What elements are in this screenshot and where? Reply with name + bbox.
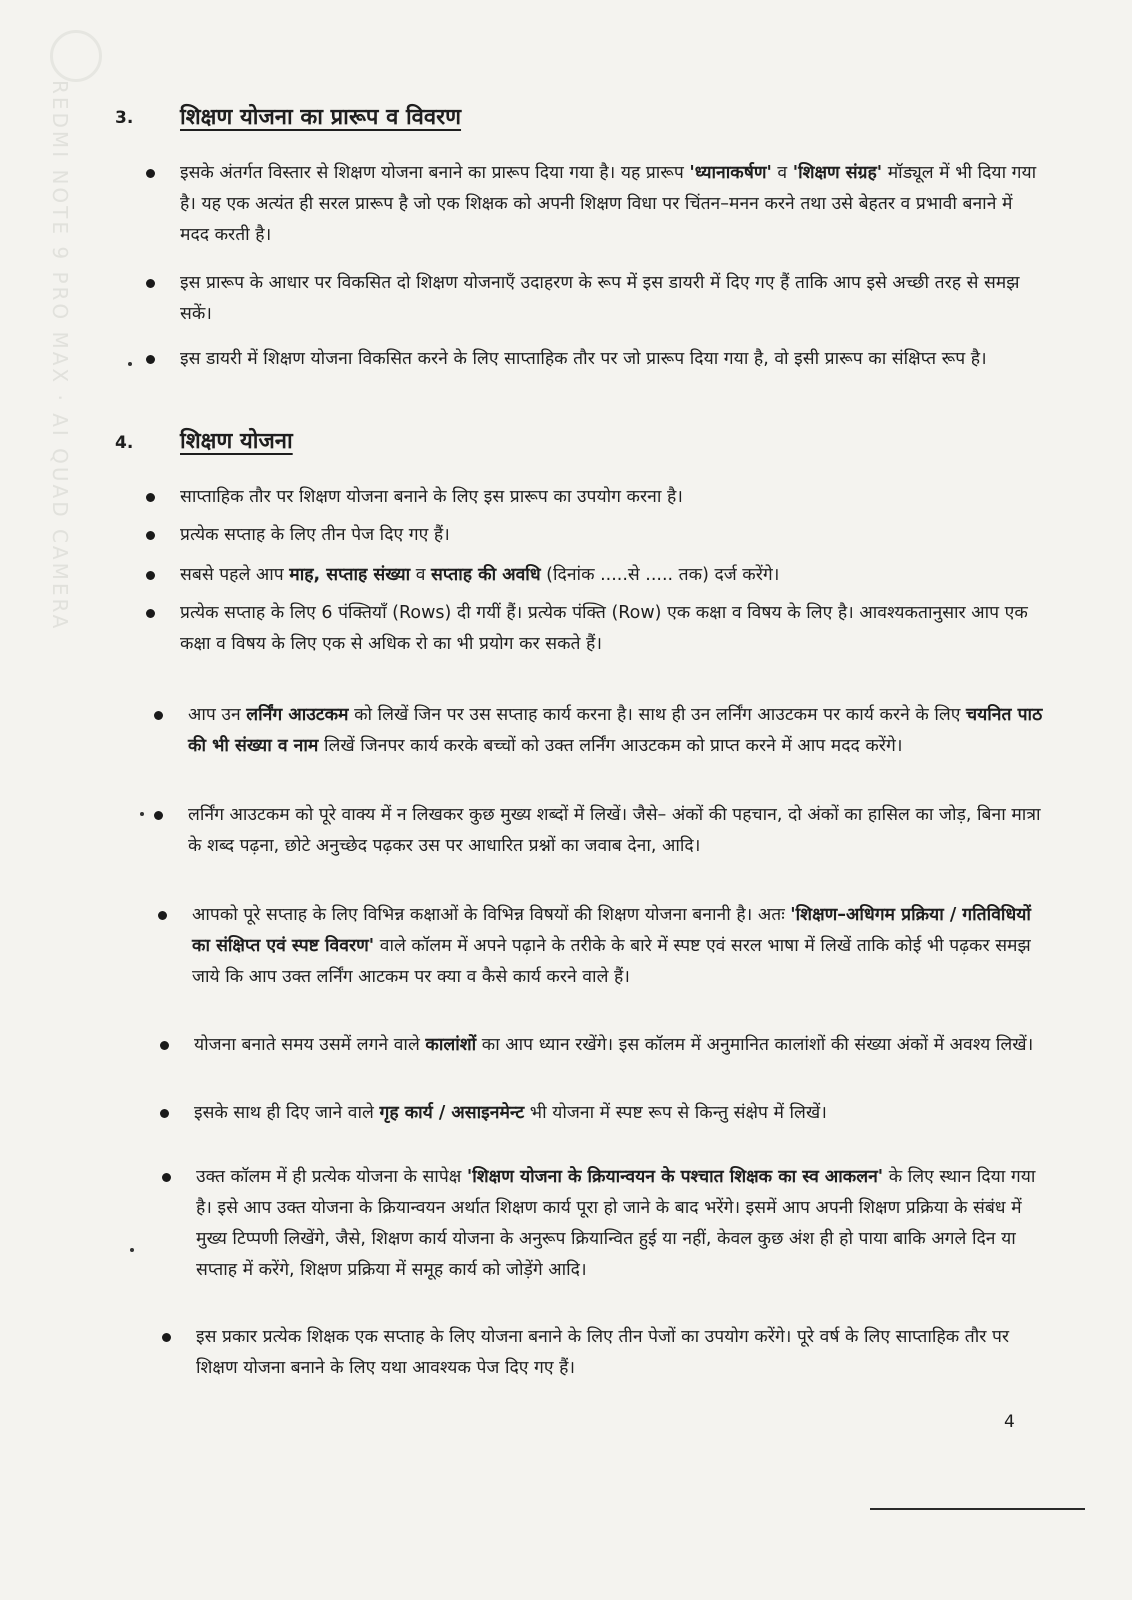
- body-text: के लिए स्थान दिया गया है। इसे आप उक्त योजना के क्रियान्वयन अर्थात शिक्षण कार्य पूरा हो जाने के बाद भरेंगे। इसमें आप अपनी शिक्षण प्रक्रिया के संबंध में मुख्य टिप्पणी लिखेंगे, जैसे, शिक्षण कार्य योजना के अनुरूप क्रियान्वित हुई या नहीं, केवल कुछ अंश ही हो पाया बाकि अगले दिन या सप्ताह में करेंगे, शिक्षण प्रक्रिया में समूह कार्य को जोड़ेंगे आदि।: [196, 1167, 1036, 1280]
- section-title: शिक्षण योजना का प्रारूप व विवरण: [180, 105, 462, 130]
- body-text: का आप ध्यान रखेंगे। इस कॉलम में अनुमानित कालांशों की संख्या अंकों में अवश्य लिखें।: [476, 1035, 1034, 1055]
- emphasis-text: माह, सप्ताह संख्या: [289, 565, 411, 585]
- list-item: [180, 482, 1040, 513]
- bullet-icon: [162, 1173, 171, 1182]
- bullet-icon: [160, 1041, 169, 1050]
- bullet-icon: [146, 531, 155, 540]
- emphasis-text: 'शिक्षण संग्रह': [792, 163, 883, 183]
- bottom-rule: [870, 1508, 1085, 1510]
- list-item: [180, 268, 1040, 330]
- section-title: शिक्षण योजना: [180, 429, 293, 454]
- body-text: इसके साथ ही दिए जाने वाले: [194, 1103, 380, 1123]
- section-number: 4.: [115, 433, 134, 453]
- body-text: योजना बनाते समय उसमें लगने वाले: [194, 1035, 426, 1055]
- list-item: [196, 1162, 1056, 1286]
- bullet-icon: [146, 571, 155, 580]
- body-text: (दिनांक .....से ..... तक) दर्ज करेंगे।: [540, 565, 780, 585]
- body-text: साप्ताहिक तौर पर शिक्षण योजना बनाने के लिए इस प्रारूप का उपयोग करना है।: [180, 487, 683, 507]
- body-text: इस डायरी में शिक्षण योजना विकसित करने के लिए साप्ताहिक तौर पर जो प्रारूप दिया गया है, वो इसी प्रारूप का संक्षिप्त रूप है।: [180, 349, 987, 369]
- stray-mark: [128, 362, 132, 366]
- bullet-icon: [146, 609, 155, 618]
- stray-mark: [130, 1248, 134, 1252]
- emphasis-text: 'शिक्षण–अधिगम प्रक्रिया / गतिविधियों का संक्षिप्त एवं स्पष्ट विवरण': [192, 905, 1031, 956]
- body-text: आपको पूरे सप्ताह के लिए विभिन्न कक्षाओं के विभिन्न विषयों की शिक्षण योजना बनानी है। अतः: [192, 905, 791, 925]
- stray-mark: [140, 812, 144, 816]
- emphasis-text: लर्निंग आउटकम: [246, 705, 349, 725]
- body-text: वाले कॉलम में अपने पढ़ाने के तरीके के बारे में स्पष्ट एवं सरल भाषा में लिखें ताकि कोई भी पढ़कर समझ जाये कि आप उक्त लर्निंग आटकम पर क्या व कैसे कार्य करने वाले हैं।: [192, 936, 1031, 987]
- bullet-icon: [154, 711, 163, 720]
- bullet-icon: [146, 169, 155, 178]
- emphasis-text: कालांशों: [425, 1035, 477, 1055]
- list-item: [192, 900, 1052, 993]
- list-item: [194, 1098, 1054, 1129]
- emphasis-text: 'ध्यानाकर्षण': [689, 163, 772, 183]
- list-item: [180, 598, 1040, 660]
- body-text: लर्निंग आउटकम को पूरे वाक्य में न लिखकर कुछ मुख्य शब्दों में लिखें। जैसे– अंकों की पहचान, दो अंकों का हासिल का जोड़, बिना मात्रा के शब्द पढ़ना, छोटे अनुच्छेद पढ़कर उस पर आधारित प्रश्नों का जवाब देना, आदि।: [188, 805, 1041, 856]
- list-item: [196, 1322, 1056, 1384]
- bullet-icon: [146, 355, 155, 364]
- body-text: सबसे पहले आप: [180, 565, 290, 585]
- body-text: व: [410, 565, 432, 585]
- emphasis-text: गृह कार्य / असाइनमेन्ट: [379, 1103, 525, 1123]
- list-item: [180, 158, 1040, 251]
- list-item: [180, 520, 1040, 551]
- list-item: [180, 560, 1040, 591]
- body-text: उक्त कॉलम में ही प्रत्येक योजना के सापेक्ष: [196, 1167, 467, 1187]
- page-number: 4: [1004, 1412, 1015, 1432]
- list-item: [188, 800, 1048, 862]
- body-text: इसके अंतर्गत विस्तार से शिक्षण योजना बनाने का प्रारूप दिया गया है। यह प्रारूप: [180, 163, 690, 183]
- body-text: मॉड्यूल में भी दिया गया है। यह एक अत्यंत ही सरल प्रारूप है जो एक शिक्षक को अपनी शिक्षण विधा पर चिंतन–मनन करने तथा उसे बेहतर व प्रभावी बनाने में मदद करती है।: [180, 163, 1037, 245]
- body-text: प्रत्येक सप्ताह के लिए तीन पेज दिए गए हैं।: [180, 525, 450, 545]
- bullet-icon: [146, 493, 155, 502]
- bullet-icon: [154, 811, 163, 820]
- bullet-icon: [160, 1109, 169, 1118]
- list-item: [180, 344, 1040, 375]
- body-text: इस प्रारूप के आधार पर विकसित दो शिक्षण योजनाएँ उदाहरण के रूप में इस डायरी में दिए गए हैं ताकि आप इसे अच्छी तरह से समझ सकें।: [180, 273, 1020, 324]
- body-text: इस प्रकार प्रत्येक शिक्षक एक सप्ताह के लिए योजना बनाने के लिए तीन पेजों का उपयोग करेंगे। पूरे वर्ष के लिए साप्ताहिक तौर पर शिक्षण योजना बनाने के लिए यथा आवश्यक पेज दिए गए हैं।: [196, 1327, 1010, 1378]
- bullet-icon: [146, 279, 155, 288]
- body-text: को लिखें जिन पर उस सप्ताह कार्य करना है। साथ ही उन लर्निंग आउटकम पर कार्य करने के लिए: [348, 705, 967, 725]
- emphasis-text: सप्ताह की अवधि: [431, 565, 541, 585]
- list-item: [188, 700, 1048, 762]
- section-number: 3.: [115, 108, 134, 128]
- body-text: व: [771, 163, 793, 183]
- list-item: [194, 1030, 1054, 1061]
- bullet-icon: [158, 911, 167, 920]
- body-text: प्रत्येक सप्ताह के लिए 6 पंक्तियाँ (Rows) दी गयीं हैं। प्रत्येक पंक्ति (Row) एक कक्षा व विषय के लिए है। आवश्यकतानुसार आप एक कक्षा व विषय के लिए एक से अधिक रो का भी प्रयोग कर सकते हैं।: [180, 603, 1028, 654]
- emphasis-text: चयनित पाठ की भी संख्या व नाम: [188, 705, 1043, 756]
- bullet-icon: [162, 1333, 171, 1342]
- body-text: लिखें जिनपर कार्य करके बच्चों को उक्त लर्निंग आउटकम को प्राप्त करने में आप मदद करेंगे।: [318, 736, 903, 756]
- body-text: भी योजना में स्पष्ट रूप से किन्तु संक्षेप में लिखें।: [524, 1103, 827, 1123]
- body-text: आप उन: [188, 705, 247, 725]
- camera-watermark-logo-icon: [50, 30, 102, 82]
- emphasis-text: 'शिक्षण योजना के क्रियान्वयन के पश्चात शिक्षक का स्व आकलन': [466, 1167, 884, 1187]
- camera-watermark: REDMI NOTE 9 PRO MAX · AI QUAD CAMERA: [48, 80, 72, 632]
